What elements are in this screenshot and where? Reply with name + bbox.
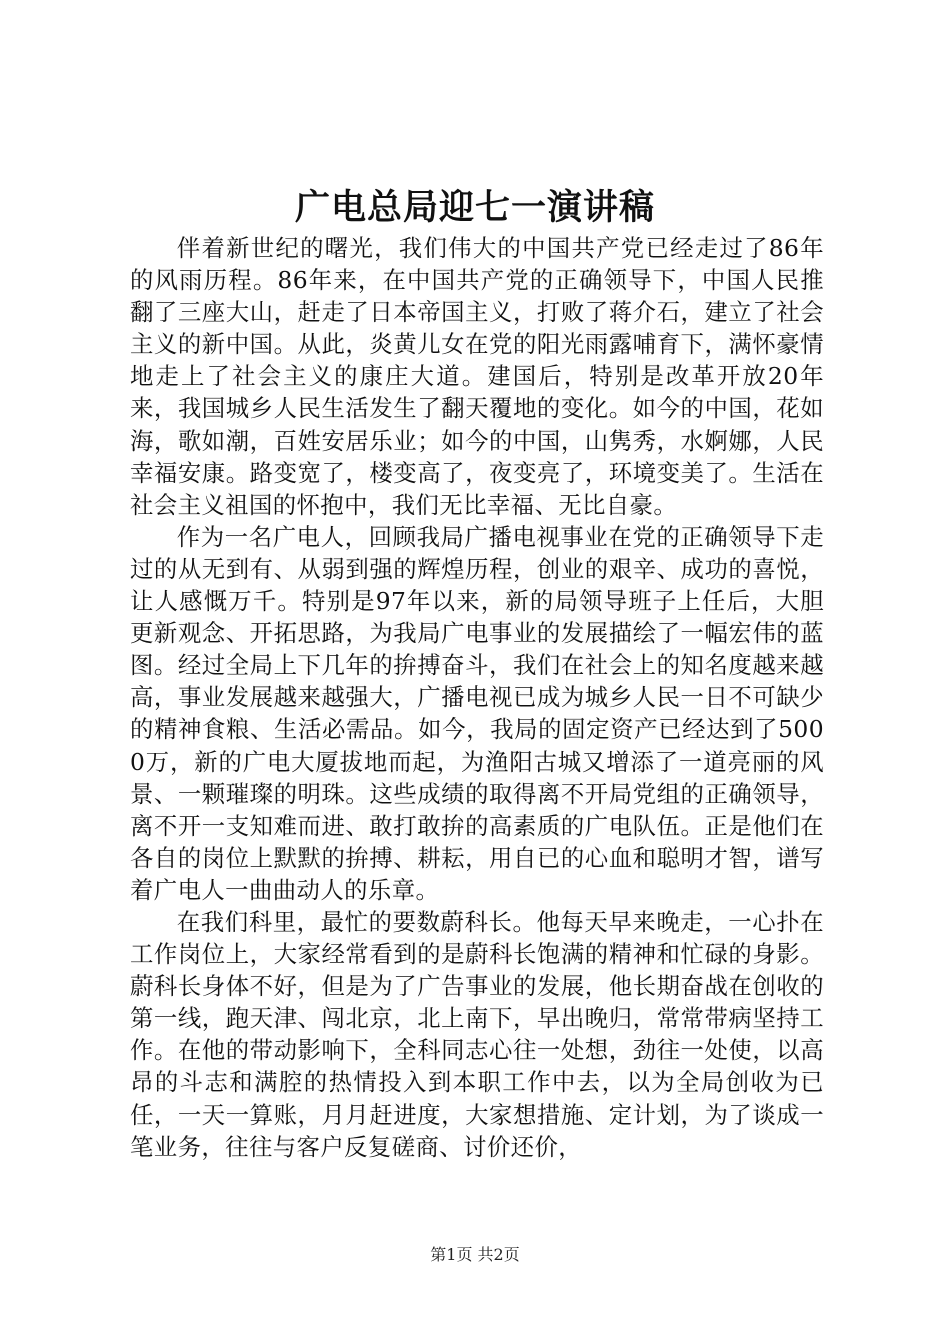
document-body (130, 232, 824, 1163)
page-title: 广电总局迎七一演讲稿 (294, 187, 655, 228)
paragraph-1: 伴着新世纪的曙光，我们伟大的中国共产党已经走过了86年的风雨历程。86年来，在中国共产党的正确领导下，中国人民推翻了三座大山，赶走了日本帝国主义，打败了蒋介石，建立了社会主义的新中国。从此，炎黄儿女在党的阳光雨露哺育下，满怀豪情地走上了社会主义的康庄大道。建国后，特别是改革开放20年来，我国城乡人民生活发生了翻天覆地的变化。如今的中国，花如海，歌如潮，百姓安居乐业；如今的中国，山隽秀，水婀娜，人民幸福安康。路变宽了，楼变高了，夜变亮了，环境变美了。生活在社会主义祖国的怀抱中，我们无比幸福、无比自豪。 (130, 234, 824, 519)
page-number-footer: 第1页 共2页 (430, 1245, 520, 1264)
paragraph-3: 在我们科里，最忙的要数蔚科长。他每天早来晚走，一心扑在工作岗位上，大家经常看到的是蔚科长饱满的精神和忙碌的身影。蔚科长身体不好，但是为了广告事业的发展，他长期奋战在创收的第一线，跑天津、闯北京，北上南下，早出晚归，常常带病坚持工作。在他的带动影响下，全科同志心往一处想，劲往一处使，以高昂的斗志和满腔的热情投入到本职工作中去，以为全局创收为已任，一天一算账，月月赶进度，大家想措施、定计划，为了谈成一笔业务，往往与客户反复磋商、讨价还价， (130, 907, 824, 1161)
paragraph-2: 作为一名广电人，回顾我局广播电视事业在党的正确领导下走过的从无到有、从弱到强的辉煌历程，创业的艰辛、成功的喜悦，让人感慨万千。特别是97年以来，新的局领导班子上任后，大胆更新观念、开拓思路，为我局广电事业的发展描绘了一幅宏伟的蓝图。经过全局上下几年的拚搏奋斗，我们在社会上的知名度越来越高，事业发展越来越强大，广播电视已成为城乡人民一日不可缺少的精神食粮、生活必需品。如今，我局的固定资产已经达到了5000万，新的广电大厦拔地而起，为渔阳古城又增添了一道亮丽的风景、一颗璀璨的明珠。这些成绩的取得离不开局党组的正确领导，离不开一支知难而进、敢打敢拚的高素质的广电队伍。正是他们在各自的岗位上默默的拚搏、耕耘，用自已的心血和聪明才智，谱写着广电人一曲曲动人的乐章。 (130, 522, 824, 904)
